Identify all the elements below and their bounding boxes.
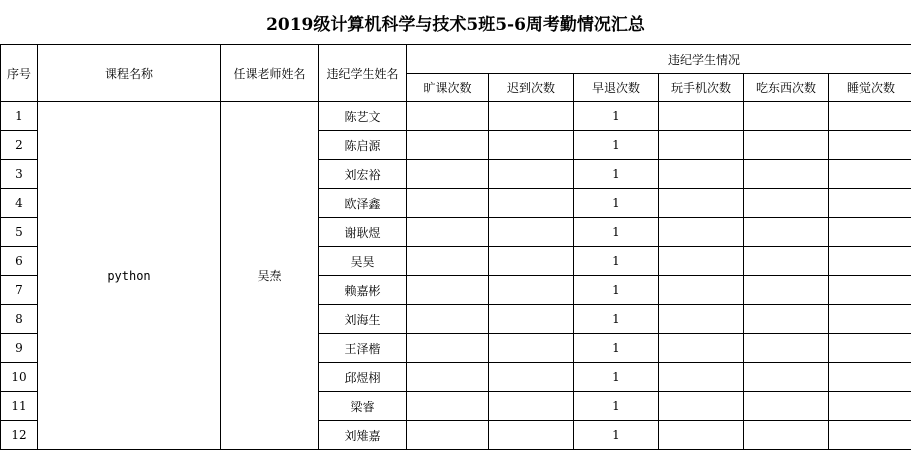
seq-cell: 3 [1, 160, 38, 189]
phone-cell [659, 392, 744, 421]
sheet-title: 2019级计算机科学与技术5班5-6周考勤情况汇总 [266, 14, 645, 35]
truancy-cell [407, 305, 489, 334]
late-cell [489, 392, 574, 421]
sleeping-cell [829, 421, 911, 450]
eating-cell [744, 189, 829, 218]
student-name-cell: 刘雉嘉 [319, 421, 407, 450]
student-name-cell: 欧泽鑫 [319, 189, 407, 218]
late-cell [489, 334, 574, 363]
header-student: 违纪学生姓名 [319, 45, 407, 102]
phone-cell [659, 305, 744, 334]
phone-cell [659, 189, 744, 218]
student-name-cell: 谢耿煜 [319, 218, 407, 247]
seq-cell: 7 [1, 276, 38, 305]
sleeping-cell [829, 218, 911, 247]
sleeping-cell [829, 305, 911, 334]
phone-cell [659, 218, 744, 247]
truancy-cell [407, 131, 489, 160]
student-name-cell: 王泽楷 [319, 334, 407, 363]
truancy-cell [407, 392, 489, 421]
seq-cell: 4 [1, 189, 38, 218]
early-leave-cell: 1 [574, 305, 659, 334]
phone-cell [659, 421, 744, 450]
early-leave-cell: 1 [574, 189, 659, 218]
late-cell [489, 276, 574, 305]
truancy-cell [407, 189, 489, 218]
early-leave-cell: 1 [574, 392, 659, 421]
eating-cell [744, 247, 829, 276]
table-row [1, 102, 911, 131]
truancy-cell [407, 421, 489, 450]
late-cell [489, 218, 574, 247]
header-row-1 [1, 45, 911, 74]
sleeping-cell [829, 276, 911, 305]
early-leave-cell: 1 [574, 363, 659, 392]
course-name-cell: python [38, 102, 221, 450]
eating-cell [744, 392, 829, 421]
truancy-cell [407, 334, 489, 363]
phone-cell [659, 247, 744, 276]
eating-cell [744, 334, 829, 363]
early-leave-cell: 1 [574, 160, 659, 189]
early-leave-cell: 1 [574, 247, 659, 276]
sleeping-cell [829, 247, 911, 276]
header-teacher: 任课老师姓名 [221, 45, 319, 102]
early-leave-cell: 1 [574, 276, 659, 305]
phone-cell [659, 160, 744, 189]
header-truancy: 旷课次数 [407, 74, 489, 102]
early-leave-cell: 1 [574, 131, 659, 160]
attendance-table [0, 44, 911, 450]
teacher-name-cell: 吴焘 [221, 102, 319, 450]
sleeping-cell [829, 160, 911, 189]
late-cell [489, 363, 574, 392]
phone-cell [659, 334, 744, 363]
sleeping-cell [829, 392, 911, 421]
header-early-leave: 早退次数 [574, 74, 659, 102]
early-leave-cell: 1 [574, 218, 659, 247]
eating-cell [744, 218, 829, 247]
late-cell [489, 421, 574, 450]
late-cell [489, 305, 574, 334]
sleeping-cell [829, 189, 911, 218]
eating-cell [744, 102, 829, 131]
header-violation-group: 违纪学生情况 [407, 45, 911, 74]
sleeping-cell [829, 131, 911, 160]
seq-cell: 8 [1, 305, 38, 334]
header-course: 课程名称 [38, 45, 221, 102]
eating-cell [744, 276, 829, 305]
late-cell [489, 189, 574, 218]
eating-cell [744, 305, 829, 334]
seq-cell: 10 [1, 363, 38, 392]
late-cell [489, 102, 574, 131]
seq-cell: 6 [1, 247, 38, 276]
student-name-cell: 邱煜栩 [319, 363, 407, 392]
phone-cell [659, 276, 744, 305]
student-name-cell: 陈启源 [319, 131, 407, 160]
header-seq: 序号 [1, 45, 38, 102]
early-leave-cell: 1 [574, 334, 659, 363]
phone-cell [659, 363, 744, 392]
seq-cell: 9 [1, 334, 38, 363]
truancy-cell [407, 160, 489, 189]
student-name-cell: 陈艺文 [319, 102, 407, 131]
sleeping-cell [829, 363, 911, 392]
sleeping-cell [829, 102, 911, 131]
eating-cell [744, 363, 829, 392]
header-late: 迟到次数 [489, 74, 574, 102]
phone-cell [659, 102, 744, 131]
seq-cell: 11 [1, 392, 38, 421]
seq-cell: 12 [1, 421, 38, 450]
late-cell [489, 247, 574, 276]
header-eating: 吃东西次数 [744, 74, 829, 102]
late-cell [489, 160, 574, 189]
truancy-cell [407, 102, 489, 131]
truancy-cell [407, 363, 489, 392]
truancy-cell [407, 247, 489, 276]
student-name-cell: 刘海生 [319, 305, 407, 334]
seq-cell: 2 [1, 131, 38, 160]
early-leave-cell: 1 [574, 421, 659, 450]
seq-cell: 5 [1, 218, 38, 247]
student-name-cell: 赖嘉彬 [319, 276, 407, 305]
eating-cell [744, 160, 829, 189]
sleeping-cell [829, 334, 911, 363]
student-name-cell: 刘宏裕 [319, 160, 407, 189]
eating-cell [744, 131, 829, 160]
header-sleeping: 睡觉次数 [829, 74, 911, 102]
header-phone: 玩手机次数 [659, 74, 744, 102]
student-name-cell: 吴昊 [319, 247, 407, 276]
phone-cell [659, 131, 744, 160]
early-leave-cell: 1 [574, 102, 659, 131]
late-cell [489, 131, 574, 160]
eating-cell [744, 421, 829, 450]
student-name-cell: 梁睿 [319, 392, 407, 421]
seq-cell: 1 [1, 102, 38, 131]
truancy-cell [407, 276, 489, 305]
truancy-cell [407, 218, 489, 247]
